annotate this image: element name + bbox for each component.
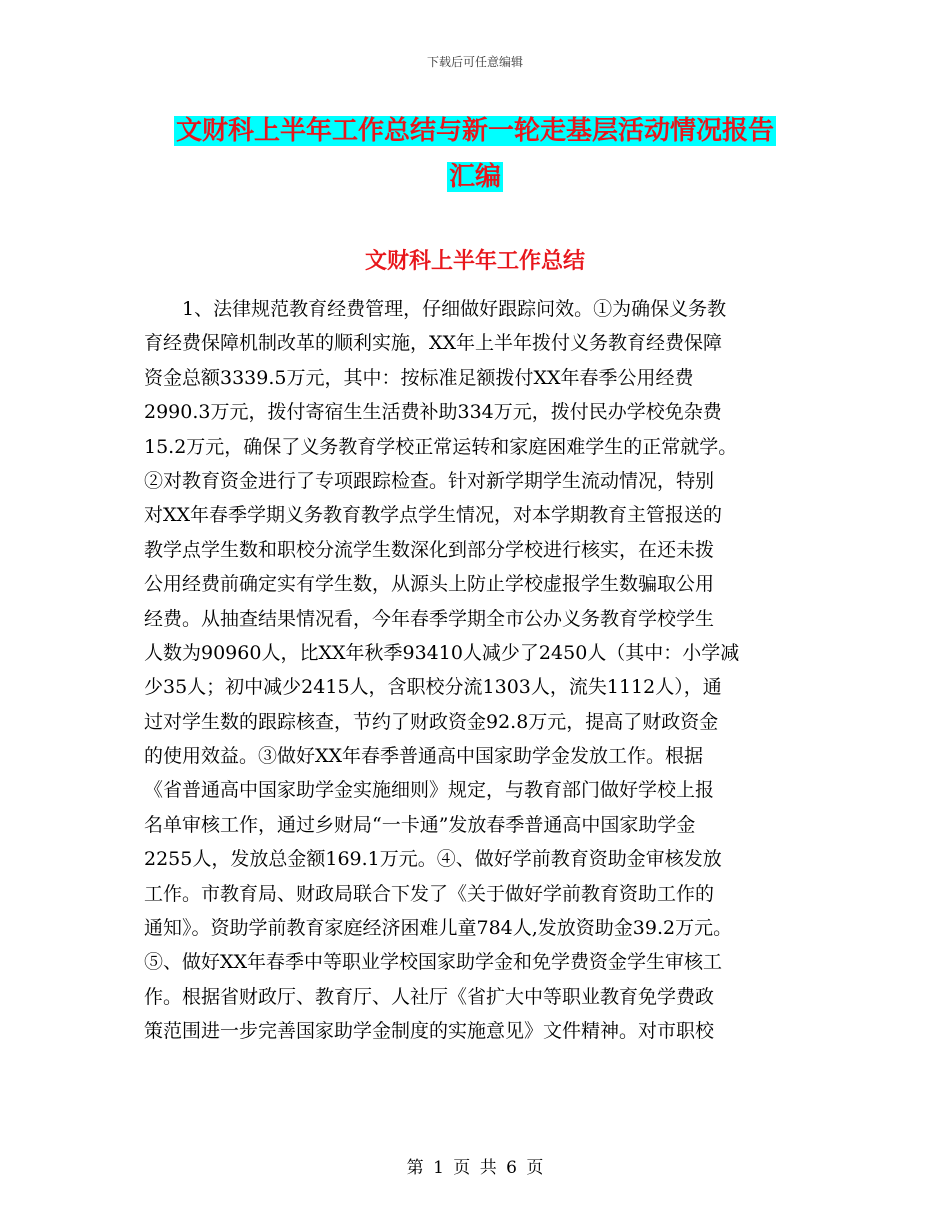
- body-line: 过对学生数的跟踪核查，节约了财政资金92.8万元，提高了财政资金: [144, 710, 719, 733]
- body-line: 作。根据省财政厅、教育厅、人社厅《省扩大中等职业教育免学费政: [144, 985, 715, 1008]
- section-title: 文财科上半年工作总结: [364, 249, 585, 274]
- body-line: 名单审核工作，通过乡财局“一卡通”发放春季普通高中国家助学金: [144, 813, 696, 836]
- body-line: ⑤、做好XX年春季中等职业学校国家助学金和免学费资金学生审核工: [144, 951, 723, 974]
- body-line: 少35人；初中减少2415人，含职校分流1303人，流失1112人），通: [144, 676, 722, 699]
- body-line: 工作。市教育局、财政局联合下发了《关于做好学前教育资助工作的: [144, 882, 715, 905]
- body-line: 策范围进一步完善国家助学金制度的实施意见》文件精神。对市职校: [144, 1020, 715, 1043]
- body-line: 经费。从抽查结果情况看，今年春季学期全市公办义务教育学校学生: [144, 607, 715, 630]
- document-title: [0, 108, 950, 200]
- body-line: ②对教育资金进行了专项跟踪检查。针对新学期学生流动情况，特别: [144, 469, 715, 492]
- body-line: 公用经费前确定实有学生数，从源头上防止学校虚报学生数骗取公用: [144, 573, 715, 596]
- page-header-note: 下载后可任意编辑: [426, 55, 523, 69]
- body-line: 15.2万元，确保了义务教育学校正常运转和家庭困难学生的正常就学。: [144, 435, 738, 458]
- body-line: 1、法律规范教育经费管理，仔细做好跟踪问效。①为确保义务教: [144, 298, 727, 320]
- body-text: [144, 292, 824, 1049]
- document-title-line-1: 文财科上半年工作总结与新一轮走基层活动情况报告: [175, 116, 774, 146]
- body-line: 人数为90960人，比XX年秋季93410人减少了2450人（其中：小学减: [144, 641, 740, 664]
- body-line: 育经费保障机制改革的顺利实施，XX年上半年拨付义务教育经费保障: [144, 332, 723, 355]
- body-line: 《省普通高中国家助学金实施细则》规定，与教育部门做好学校上报: [144, 779, 715, 802]
- document-title-line-2: 汇编: [448, 162, 501, 192]
- body-line: 对XX年春季学期义务教育教学点学生情况，对本学期教育主管报送的: [144, 504, 723, 527]
- body-line: 的使用效益。③做好XX年春季普通高中国家助学金发放工作。根据: [144, 745, 704, 768]
- body-line: 资金总额3339.5万元，其中：按标准足额拨付XX年春季公用经费: [144, 366, 694, 389]
- body-line: 通知》。资助学前教育家庭经济困难儿童784人,发放资助金39.2万元。: [144, 917, 733, 940]
- body-line: 教学点学生数和职校分流学生数深化到部分学校进行核实，在还未拨: [144, 538, 715, 561]
- page-number: 第 1 页 共 6 页: [406, 1158, 544, 1178]
- body-line: 2255人，发放总金额169.1万元。④、做好学前教育资助金审核发放: [144, 848, 722, 871]
- body-line: 2990.3万元，拨付寄宿生生活费补助334万元，拨付民办学校免杂费: [144, 401, 722, 424]
